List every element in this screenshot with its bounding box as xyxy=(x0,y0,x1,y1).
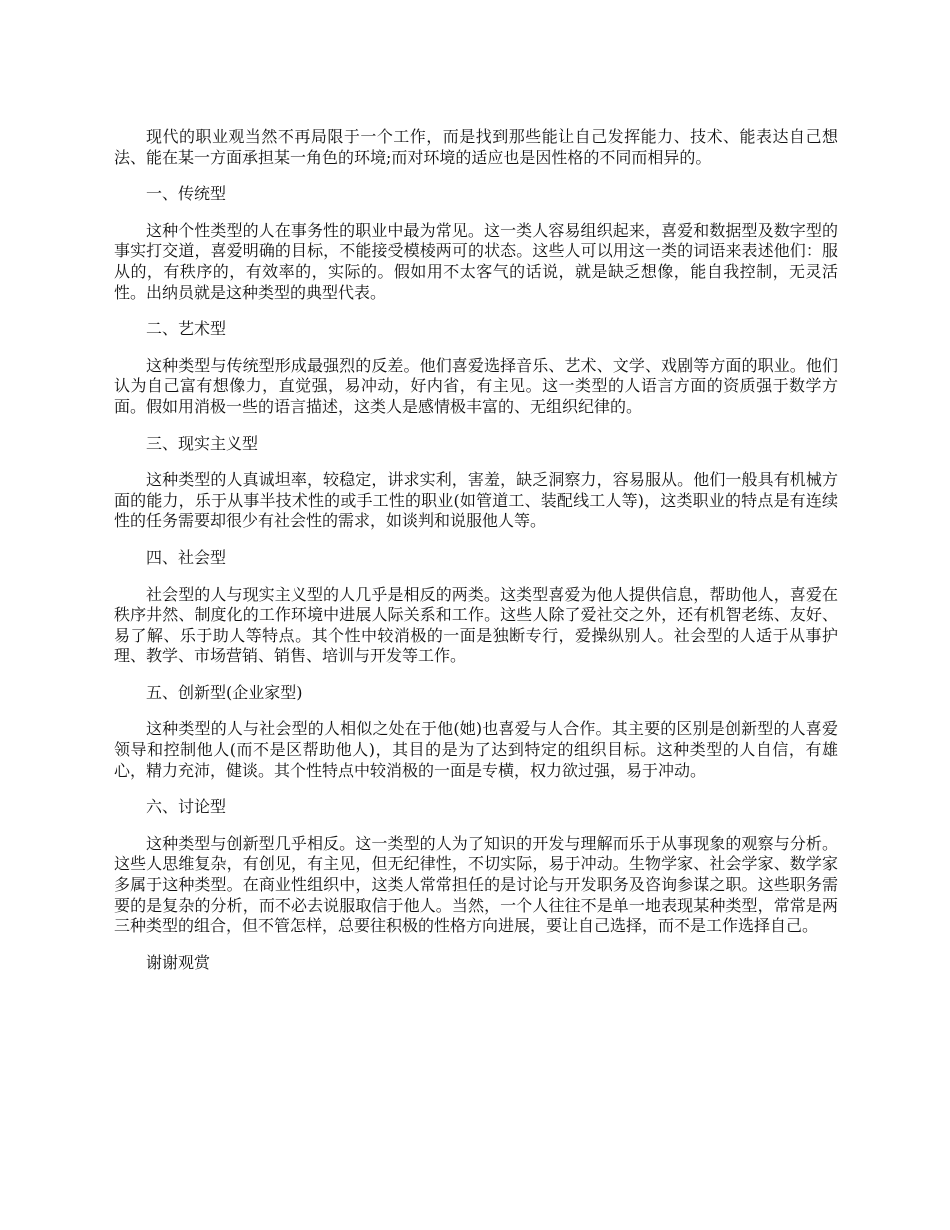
section-body-enterprising: 这种类型的人与社会型的人相似之处在于他(她)也喜爱与人合作。其主要的区别是创新型的人喜爱领导和控制他人(而不是区帮助他人)，其目的是为了达到特定的组织目标。这种类型的人自信，有雄心，精力充沛，健谈。其个性特点中较消极的一面是专横，权力欲过强，易于冲动。 xyxy=(114,719,838,780)
intro-paragraph: 现代的职业观当然不再局限于一个工作，而是找到那些能让自己发挥能力、技术、能表达自己想法、能在某一方面承担某一角色的环境;而对环境的适应也是因性格的不同而相异的。 xyxy=(114,127,838,167)
section-body-artistic: 这种类型与传统型形成最强烈的反差。他们喜爱选择音乐、艺术、文学、戏剧等方面的职业。他们认为自己富有想像力，直觉强，易冲动，好内省，有主见。这一类型的人语言方面的资质强于数学方面。假如用消极一些的语言描述，这类人是感情极丰富的、无组织纪律的。 xyxy=(114,355,838,416)
section-heading-enterprising: 五、创新型(企业家型) xyxy=(146,682,303,702)
section-heading-traditional: 一、传统型 xyxy=(146,184,227,204)
section-body-investigative: 这种类型与创新型几乎相反。这一类型的人为了知识的开发与理解而乐于从事现象的观察与分析。这些人思维复杂，有创见，有主见，但无纪律性，不切实际，易于冲动。生物学家、社会学家、数学家多属于这种类型。在商业性组织中，这类人常常担任的是讨论与开发职务及咨询参谋之职。这些职务需要的是复杂的分析，而不必去说服取信于他人。当然，一个人往往不是单一地表现某种类型，常常是两三种类型的组合，但不管怎样，总要往积极的性格方向进展，要让自己选择，而不是工作选择自己。 xyxy=(114,833,838,936)
closing-text: 谢谢观赏 xyxy=(146,952,211,972)
section-heading-social: 四、社会型 xyxy=(146,547,227,567)
document-page xyxy=(114,127,838,973)
section-body-social: 社会型的人与现实主义型的人几乎是相反的两类。这类型喜爱为他人提供信息，帮助他人，喜爱在秩序井然、制度化的工作环境中进展人际关系和工作。这些人除了爱社交之外，还有机智老练、友好、易了解、乐于助人等特点。其个性中较消极的一面是独断专行，爱操纵别人。社会型的人适于从事护理、教学、市场营销、销售、培训与开发等工作。 xyxy=(114,584,838,666)
section-body-traditional: 这种个性类型的人在事务性的职业中最为常见。这一类人容易组织起来，喜爱和数据型及数字型的事实打交道，喜爱明确的目标，不能接受模棱两可的状态。这些人可以用这一类的词语来表述他们：服从的，有秩序的，有效率的，实际的。假如用不太客气的话说，就是缺乏想像，能自我控制，无灵活性。出纳员就是这种类型的典型代表。 xyxy=(114,220,838,302)
section-heading-artistic: 二、艺术型 xyxy=(146,319,227,339)
section-heading-realistic: 三、现实主义型 xyxy=(146,433,259,453)
section-heading-investigative: 六、讨论型 xyxy=(146,797,227,817)
section-body-realistic: 这种类型的人真诚坦率，较稳定，讲求实利，害羞，缺乏洞察力，容易服从。他们一般具有机械方面的能力，乐于从事半技术性的或手工性的职业(如管道工、装配线工人等)，这类职业的特点是有连续性的任务需要却很少有社会性的需求，如谈判和说服他人等。 xyxy=(114,470,838,531)
